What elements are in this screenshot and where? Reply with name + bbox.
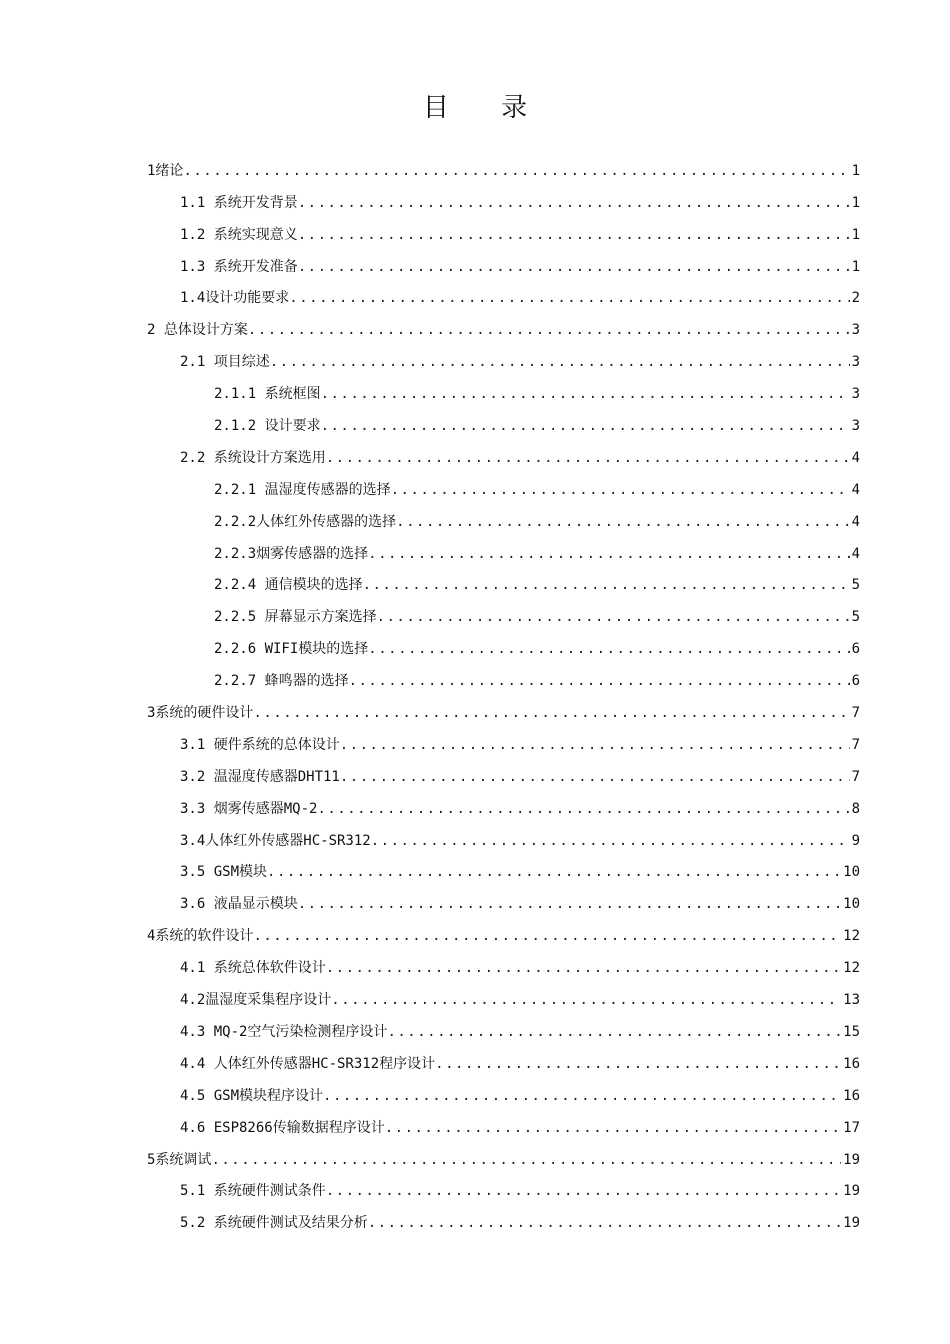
toc-entry[interactable] bbox=[147, 1075, 860, 1107]
toc-dot-leader bbox=[349, 672, 850, 692]
toc-dot-leader bbox=[368, 1214, 841, 1234]
toc-entry-page-number: 1 bbox=[851, 194, 860, 211]
toc-entry-page-number: 8 bbox=[851, 800, 860, 817]
toc-dot-leader bbox=[368, 545, 849, 565]
toc-entry[interactable] bbox=[147, 628, 860, 660]
toc-entry-label: 5.2 系统硬件测试及结果分析 bbox=[180, 1215, 368, 1232]
toc-entry[interactable] bbox=[147, 405, 860, 437]
toc-entry[interactable] bbox=[147, 1171, 860, 1203]
toc-entry-label: 1.4设计功能要求 bbox=[180, 290, 290, 307]
toc-entry-page-number: 17 bbox=[843, 1119, 860, 1136]
toc-entry-page-number: 5 bbox=[851, 577, 860, 594]
toc-dot-leader bbox=[371, 832, 850, 852]
toc-dot-leader bbox=[298, 258, 850, 278]
toc-entry-label: 3.6 液晶显示模块 bbox=[180, 896, 298, 913]
toc-entry-label: 2.1 项目综述 bbox=[180, 354, 270, 371]
toc-entry-page-number: 6 bbox=[851, 673, 860, 690]
toc-entry-label: 2 总体设计方案 bbox=[147, 322, 248, 339]
toc-entry[interactable] bbox=[147, 915, 860, 947]
toc-entry-page-number: 10 bbox=[843, 864, 860, 881]
toc-entry-label: 4.4 人体红外传感器HC-SR312程序设计 bbox=[180, 1055, 436, 1072]
toc-dot-leader bbox=[298, 226, 850, 246]
toc-entry-page-number: 4 bbox=[851, 481, 860, 498]
toc-entry-label: 4.5 GSM模块程序设计 bbox=[180, 1087, 324, 1104]
toc-entry-page-number: 15 bbox=[843, 1023, 860, 1040]
toc-dot-leader bbox=[270, 353, 850, 373]
toc-entry[interactable] bbox=[147, 278, 860, 310]
toc-dot-leader bbox=[253, 704, 849, 724]
toc-dot-leader bbox=[340, 736, 850, 756]
toc-dot-leader bbox=[317, 800, 849, 820]
toc-entry-label: 2.2.4 通信模块的选择 bbox=[214, 577, 363, 594]
toc-entry-page-number: 3 bbox=[851, 418, 860, 435]
toc-dot-leader bbox=[340, 768, 850, 788]
toc-dot-leader bbox=[326, 449, 850, 469]
toc-entry[interactable] bbox=[147, 469, 860, 501]
toc-entry-page-number: 4 bbox=[851, 545, 860, 562]
table-of-contents bbox=[147, 150, 860, 1234]
toc-entry-label: 1.1 系统开发背景 bbox=[180, 194, 298, 211]
toc-dot-leader bbox=[253, 927, 841, 947]
toc-entry[interactable] bbox=[147, 1011, 860, 1043]
toc-dot-leader bbox=[298, 895, 841, 915]
toc-dot-leader bbox=[363, 576, 850, 596]
toc-entry-page-number: 12 bbox=[843, 960, 860, 977]
toc-entry-page-number: 4 bbox=[851, 449, 860, 466]
toc-dot-leader bbox=[391, 481, 850, 501]
toc-entry-label: 3.5 GSM模块 bbox=[180, 864, 268, 881]
toc-entry[interactable] bbox=[147, 852, 860, 884]
toc-dot-leader bbox=[298, 194, 850, 214]
toc-entry-label: 3.4人体红外传感器HC-SR312 bbox=[180, 832, 371, 849]
toc-entry[interactable] bbox=[147, 596, 860, 628]
toc-entry-label: 1.2 系统实现意义 bbox=[180, 226, 298, 243]
page-title: 目 录 bbox=[422, 93, 550, 123]
toc-dot-leader bbox=[331, 991, 841, 1011]
toc-entry-label: 2.2.2人体红外传感器的选择 bbox=[214, 513, 397, 530]
toc-entry[interactable] bbox=[147, 660, 860, 692]
toc-entry[interactable] bbox=[147, 309, 860, 341]
toc-entry-page-number: 1 bbox=[851, 226, 860, 243]
toc-entry-page-number: 7 bbox=[851, 736, 860, 753]
toc-entry-page-number: 16 bbox=[843, 1055, 860, 1072]
toc-dot-leader bbox=[321, 417, 850, 437]
toc-entry-label: 4系统的软件设计 bbox=[147, 928, 254, 945]
toc-entry-label: 1绪论 bbox=[147, 162, 184, 179]
toc-entry[interactable] bbox=[147, 373, 860, 405]
toc-entry[interactable] bbox=[147, 341, 860, 373]
toc-entry-page-number: 7 bbox=[851, 768, 860, 785]
toc-entry-label: 4.2温湿度采集程序设计 bbox=[180, 992, 332, 1009]
toc-entry-page-number: 4 bbox=[851, 513, 860, 530]
toc-entry[interactable] bbox=[147, 246, 860, 278]
toc-entry[interactable] bbox=[147, 820, 860, 852]
toc-entry[interactable] bbox=[147, 150, 860, 182]
toc-entry[interactable] bbox=[147, 1043, 860, 1075]
toc-entry-label: 5系统调试 bbox=[147, 1151, 212, 1168]
toc-entry-page-number: 19 bbox=[843, 1215, 860, 1232]
toc-entry[interactable] bbox=[147, 437, 860, 469]
toc-entry-page-number: 16 bbox=[843, 1087, 860, 1104]
toc-entry-label: 2.1.2 设计要求 bbox=[214, 418, 321, 435]
toc-dot-leader bbox=[323, 1087, 841, 1107]
toc-entry-page-number: 19 bbox=[843, 1151, 860, 1168]
toc-dot-leader bbox=[326, 959, 841, 979]
toc-entry-label: 2.2.6 WIFI模块的选择 bbox=[214, 641, 369, 658]
toc-entry-label: 2.2.7 蜂鸣器的选择 bbox=[214, 673, 349, 690]
toc-entry-label: 3系统的硬件设计 bbox=[147, 705, 254, 722]
toc-entry[interactable] bbox=[147, 565, 860, 597]
toc-entry-page-number: 3 bbox=[851, 386, 860, 403]
toc-entry-label: 2.2 系统设计方案选用 bbox=[180, 449, 326, 466]
toc-entry-page-number: 19 bbox=[843, 1183, 860, 1200]
toc-entry-label: 4.6 ESP8266传输数据程序设计 bbox=[180, 1119, 385, 1136]
toc-entry-page-number: 12 bbox=[843, 928, 860, 945]
toc-entry[interactable] bbox=[147, 533, 860, 565]
toc-dot-leader bbox=[289, 289, 849, 309]
toc-entry-page-number: 7 bbox=[851, 705, 860, 722]
toc-entry-page-number: 6 bbox=[851, 641, 860, 658]
toc-entry-label: 3.2 温湿度传感器DHT11 bbox=[180, 768, 340, 785]
toc-dot-leader bbox=[326, 1182, 841, 1202]
toc-dot-leader bbox=[368, 640, 849, 660]
toc-dot-leader bbox=[396, 513, 849, 533]
toc-dot-leader bbox=[211, 1151, 841, 1171]
toc-dot-leader bbox=[435, 1055, 841, 1075]
toc-entry[interactable] bbox=[147, 756, 860, 788]
toc-entry[interactable] bbox=[147, 788, 860, 820]
toc-entry-page-number: 10 bbox=[843, 896, 860, 913]
toc-entry[interactable] bbox=[147, 947, 860, 979]
toc-entry-label: 2.2.5 屏幕显示方案选择 bbox=[214, 609, 377, 626]
toc-entry-label: 2.2.1 温湿度传感器的选择 bbox=[214, 481, 391, 498]
toc-dot-leader bbox=[387, 1023, 841, 1043]
toc-dot-leader bbox=[385, 1119, 841, 1139]
toc-dot-leader bbox=[377, 608, 850, 628]
toc-entry-page-number: 3 bbox=[851, 322, 860, 339]
toc-entry[interactable] bbox=[147, 1139, 860, 1171]
toc-entry-label: 4.3 MQ-2空气污染检测程序设计 bbox=[180, 1023, 388, 1040]
toc-entry-page-number: 3 bbox=[851, 354, 860, 371]
toc-dot-leader bbox=[321, 385, 850, 405]
toc-entry-page-number: 5 bbox=[851, 609, 860, 626]
toc-entry-page-number: 1 bbox=[851, 162, 860, 179]
toc-entry-page-number: 1 bbox=[851, 258, 860, 275]
toc-entry[interactable] bbox=[147, 1202, 860, 1234]
toc-entry-page-number: 13 bbox=[843, 992, 860, 1009]
toc-entry-label: 1.3 系统开发准备 bbox=[180, 258, 298, 275]
toc-entry-label: 5.1 系统硬件测试条件 bbox=[180, 1183, 326, 1200]
toc-entry-label: 2.2.3烟雾传感器的选择 bbox=[214, 545, 369, 562]
toc-entry[interactable] bbox=[147, 182, 860, 214]
toc-entry-page-number: 2 bbox=[851, 290, 860, 307]
toc-entry[interactable] bbox=[147, 214, 860, 246]
toc-entry[interactable] bbox=[147, 979, 860, 1011]
toc-dot-leader bbox=[267, 863, 841, 883]
toc-entry[interactable] bbox=[147, 883, 860, 915]
toc-entry-page-number: 9 bbox=[851, 832, 860, 849]
toc-entry[interactable] bbox=[147, 692, 860, 724]
toc-entry-label: 3.3 烟雾传感器MQ-2 bbox=[180, 800, 318, 817]
toc-dot-leader bbox=[248, 321, 850, 341]
toc-entry-label: 3.1 硬件系统的总体设计 bbox=[180, 736, 340, 753]
toc-entry[interactable] bbox=[147, 1107, 860, 1139]
toc-entry-label: 4.1 系统总体软件设计 bbox=[180, 960, 326, 977]
toc-entry[interactable] bbox=[147, 724, 860, 756]
toc-entry[interactable] bbox=[147, 501, 860, 533]
toc-dot-leader bbox=[183, 162, 849, 182]
toc-entry-label: 2.1.1 系统框图 bbox=[214, 386, 321, 403]
